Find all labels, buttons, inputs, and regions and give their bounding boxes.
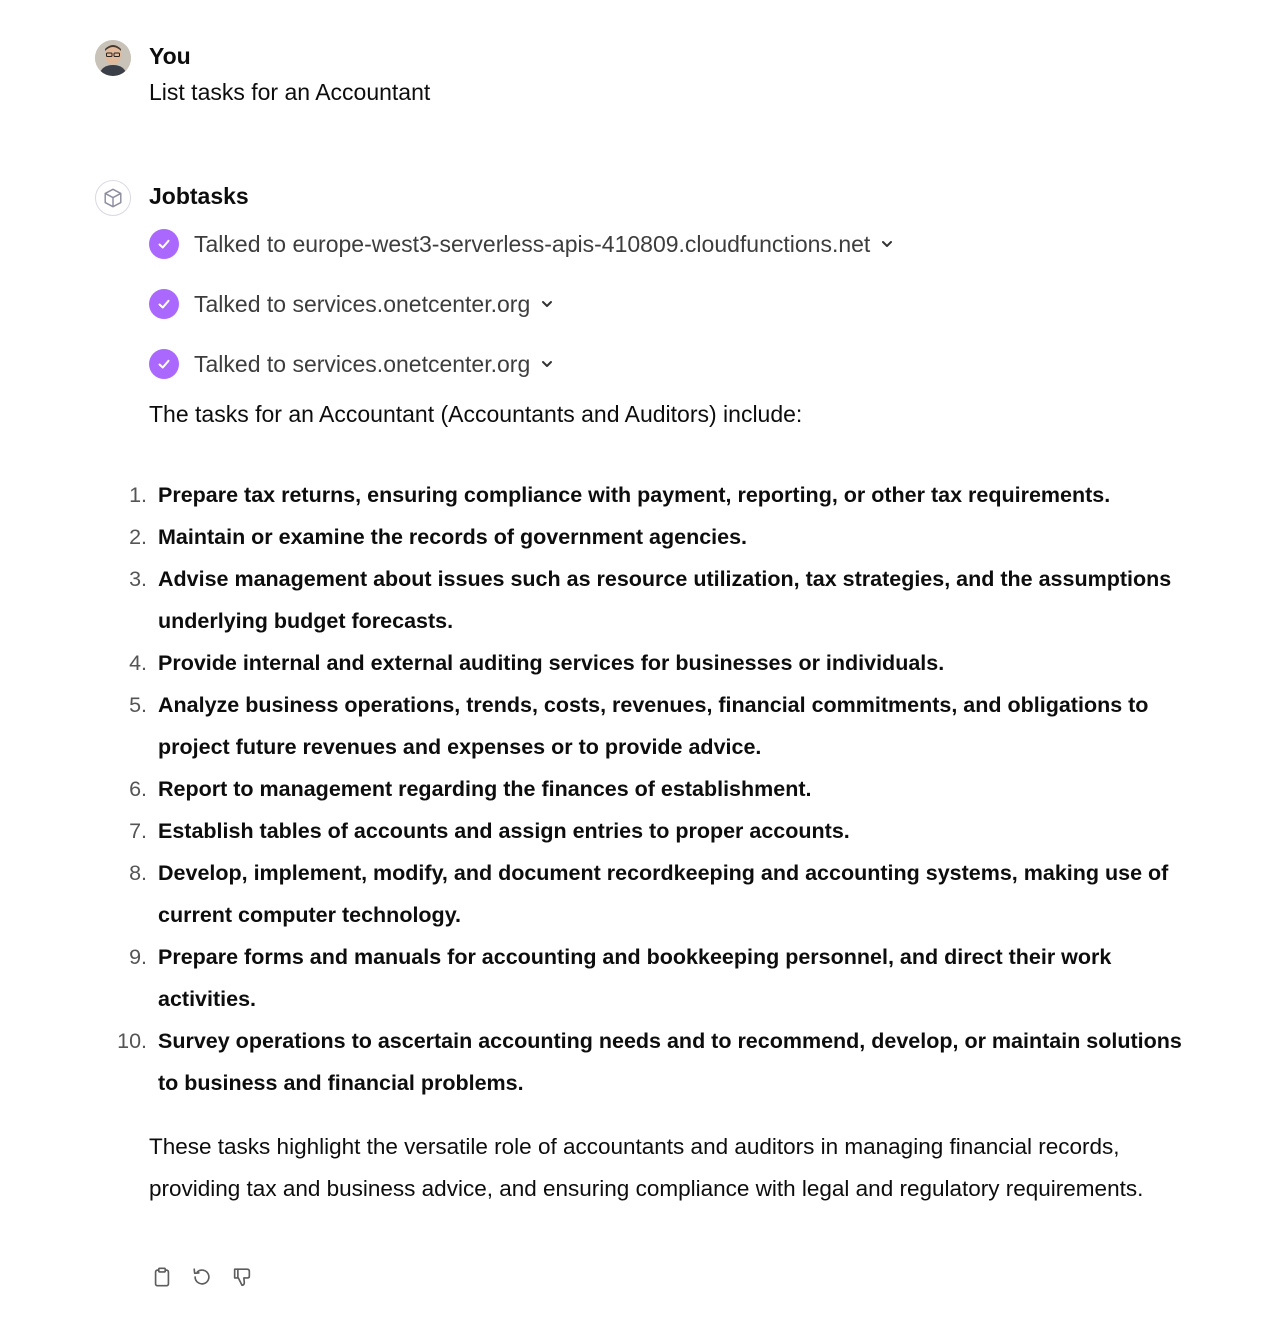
thumbs-down-icon	[231, 1266, 253, 1288]
tool-call-2[interactable]	[149, 288, 894, 320]
tool-call-label: Talked to services.onetcenter.org	[194, 351, 531, 377]
list-item	[95, 558, 1205, 642]
user-author-name: You	[149, 43, 191, 69]
gpt-avatar	[95, 180, 131, 216]
regenerate-button[interactable]	[189, 1264, 215, 1290]
task-text: Advise management about issues such as resource utilization, tax strategies, and the assumptions underlying budget forecasts.	[158, 567, 1172, 633]
list-item	[95, 810, 1205, 852]
list-number: 3.	[129, 567, 147, 591]
task-text: Provide internal and external auditing services for businesses or individuals.	[158, 651, 945, 675]
response-intro: The tasks for an Accountant (Accountants and Auditors) include:	[149, 401, 803, 427]
list-item	[95, 852, 1205, 936]
task-text: Prepare forms and manuals for accounting and bookkeeping personnel, and direct their work activities.	[158, 945, 1112, 1011]
list-number: 10.	[117, 1029, 147, 1053]
list-number: 7.	[129, 819, 147, 843]
task-text: Prepare tax returns, ensuring compliance with payment, reporting, or other tax requirements.	[158, 483, 1111, 507]
response-summary: These tasks highlight the versatile role of accountants and auditors in managing financial records, providing tax and business advice, and ensuring compliance with legal and regulatory requirements.	[149, 1134, 1144, 1201]
task-text: Maintain or examine the records of government agencies.	[158, 525, 748, 549]
assistant-author-name: Jobtasks	[149, 183, 249, 209]
list-item	[95, 936, 1205, 1020]
list-number: 4.	[129, 651, 147, 675]
chevron-down-icon[interactable]	[540, 357, 554, 371]
tool-calls	[149, 228, 894, 408]
cube-icon	[102, 187, 124, 209]
list-number: 8.	[129, 861, 147, 885]
chevron-down-icon[interactable]	[540, 297, 554, 311]
check-icon	[149, 289, 179, 319]
copy-button[interactable]	[149, 1264, 175, 1290]
list-number: 9.	[129, 945, 147, 969]
chevron-down-icon[interactable]	[880, 237, 894, 251]
list-item	[95, 474, 1205, 516]
list-number: 1.	[129, 483, 147, 507]
list-item	[95, 516, 1205, 558]
regenerate-icon	[191, 1266, 213, 1288]
list-item	[95, 768, 1205, 810]
task-text: Analyze business operations, trends, costs, revenues, financial commitments, and obligations to project future revenues and expenses or to provide advice.	[158, 693, 1149, 759]
task-text: Establish tables of accounts and assign entries to proper accounts.	[158, 819, 850, 843]
list-item	[95, 642, 1205, 684]
task-text: Report to management regarding the finances of establishment.	[158, 777, 812, 801]
check-icon	[149, 349, 179, 379]
tool-call-1[interactable]	[149, 228, 894, 260]
list-item	[95, 684, 1205, 768]
clipboard-icon	[151, 1266, 173, 1288]
message-actions	[149, 1264, 255, 1290]
list-number: 2.	[129, 525, 147, 549]
task-list	[95, 474, 1205, 1104]
tool-call-3[interactable]	[149, 348, 894, 380]
tool-call-label: Talked to europe-west3-serverless-apis-410809.cloudfunctions.net	[194, 231, 871, 257]
list-item	[95, 1020, 1205, 1104]
thumbs-down-button[interactable]	[229, 1264, 255, 1290]
list-number: 6.	[129, 777, 147, 801]
tool-call-label: Talked to services.onetcenter.org	[194, 291, 531, 317]
task-text: Develop, implement, modify, and document recordkeeping and accounting systems, making use of current computer technology.	[158, 861, 1169, 927]
check-icon	[149, 229, 179, 259]
task-text: Survey operations to ascertain accounting needs and to recommend, develop, or maintain solutions to business and financial problems.	[158, 1029, 1182, 1095]
list-number: 5.	[129, 693, 147, 717]
user-message-text: List tasks for an Accountant	[149, 79, 431, 105]
user-avatar	[95, 40, 131, 76]
